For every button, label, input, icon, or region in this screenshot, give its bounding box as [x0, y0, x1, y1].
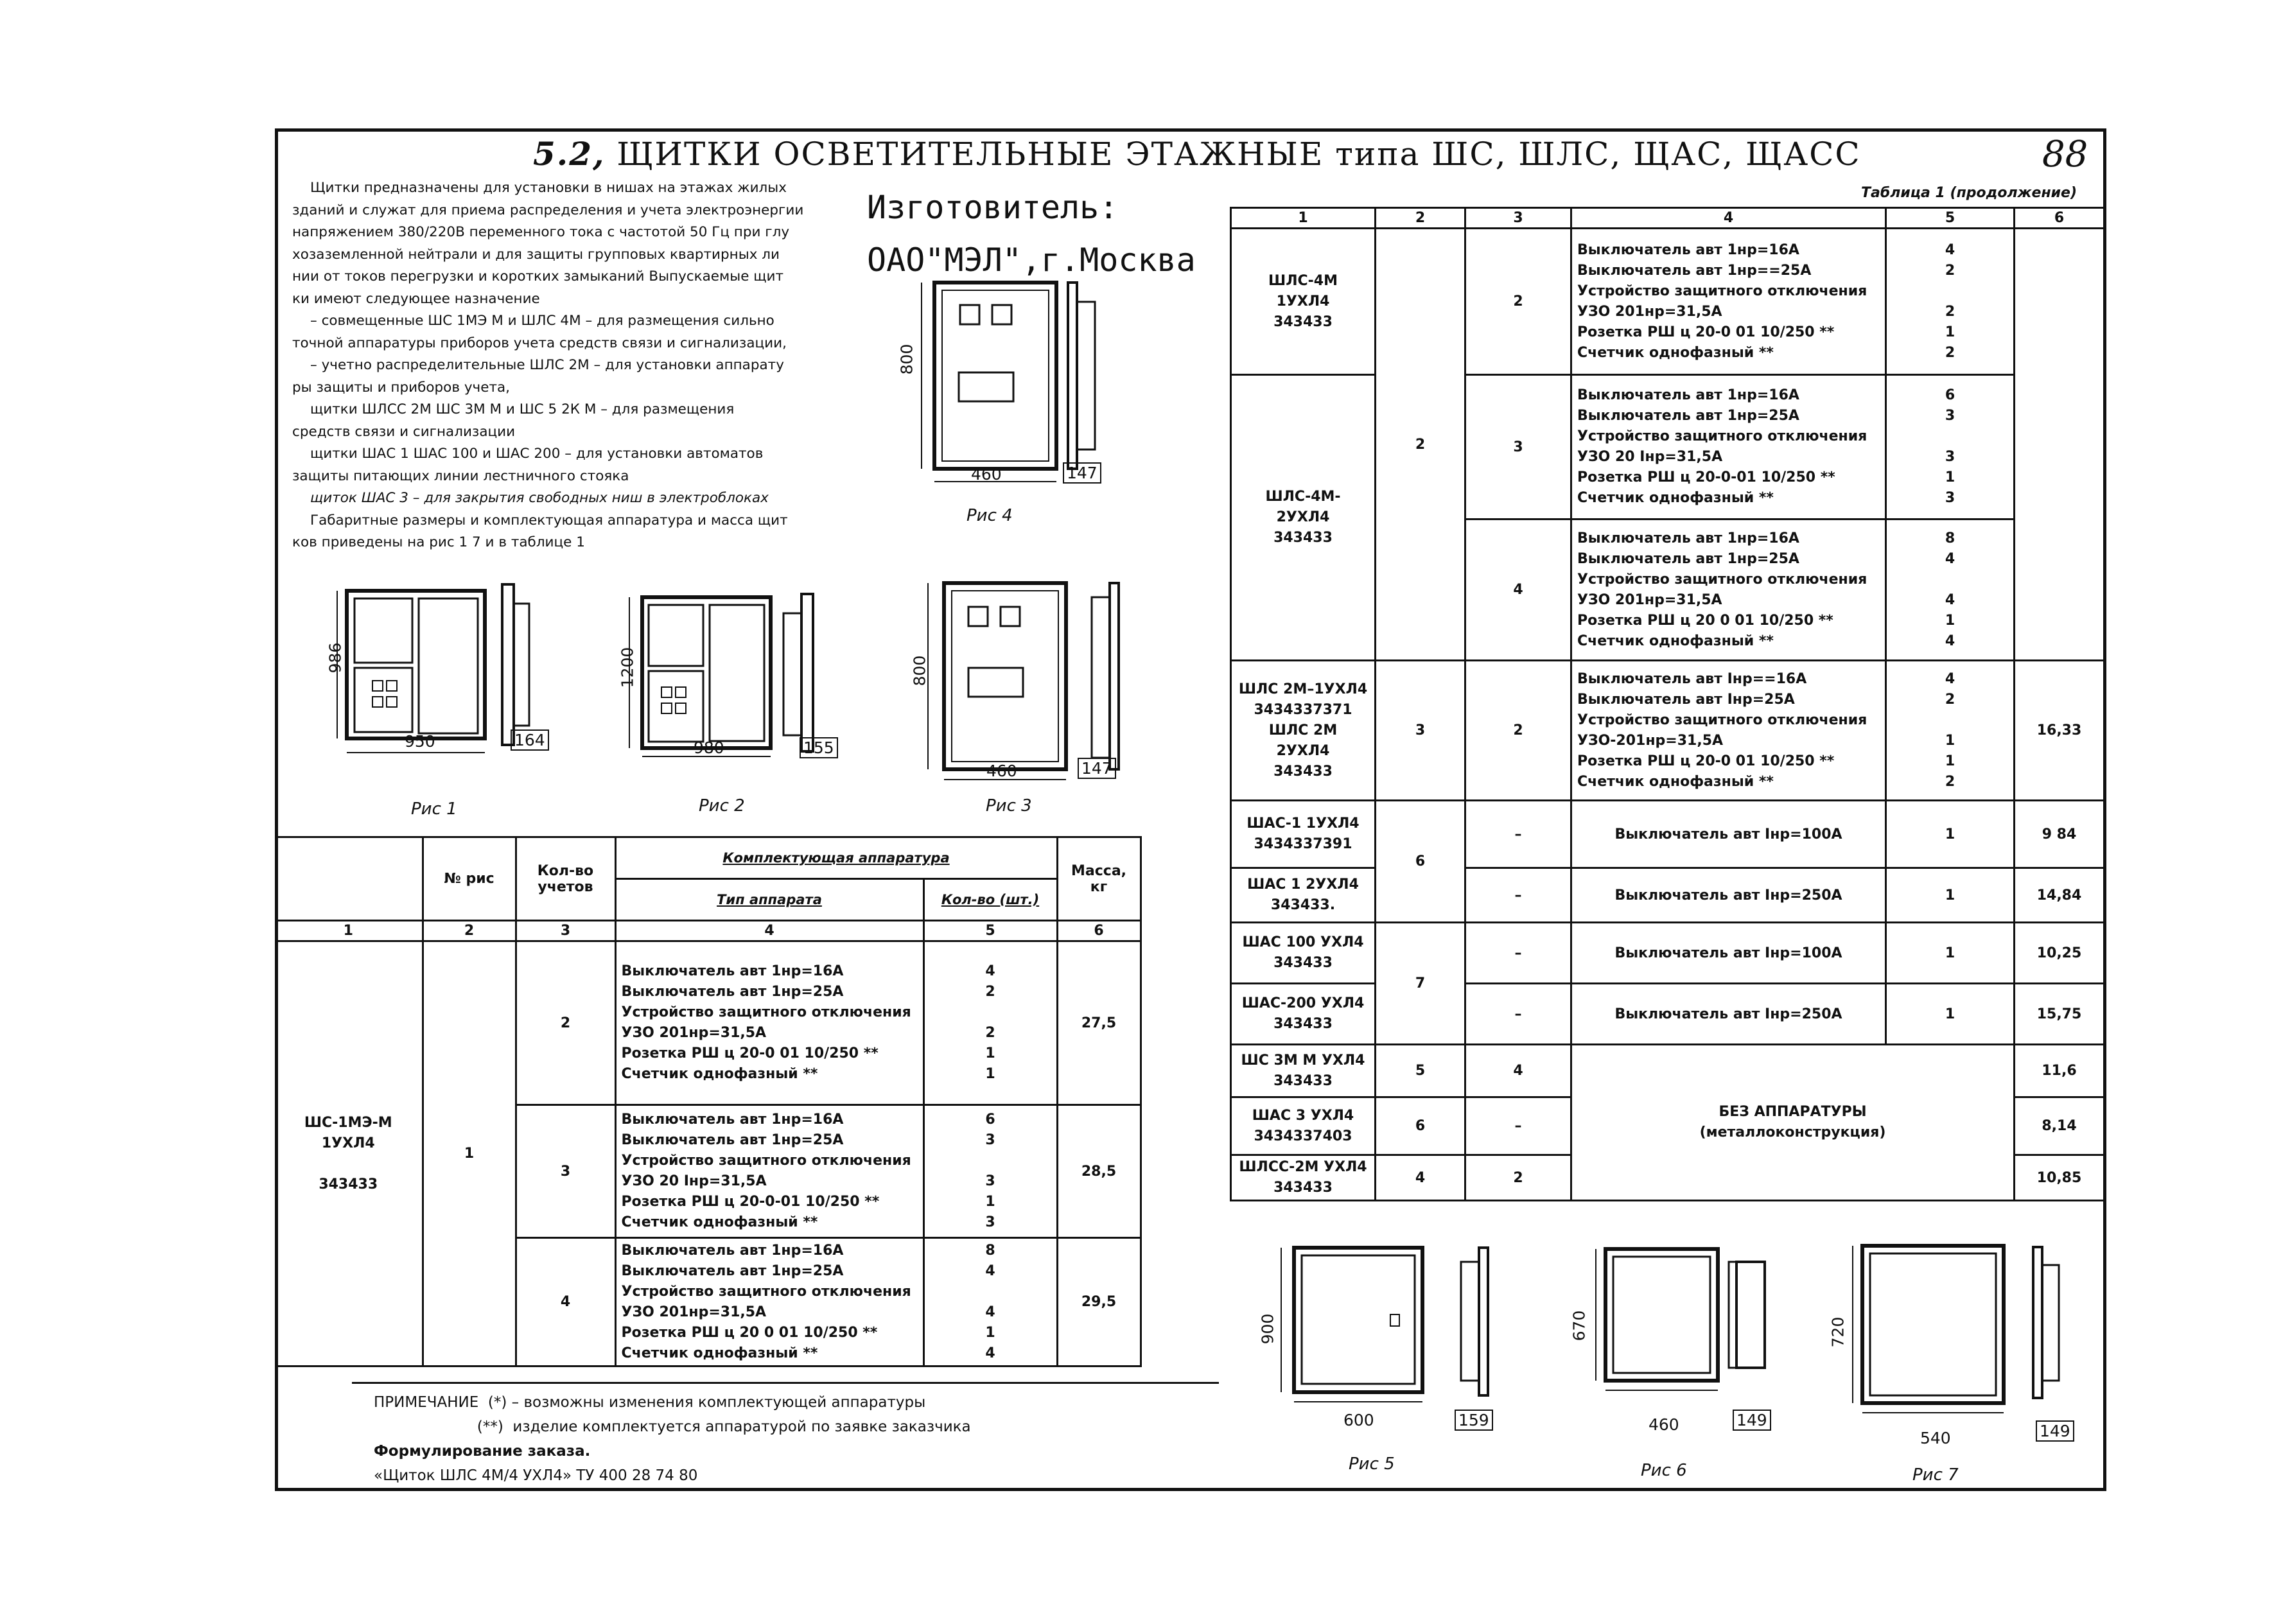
table-row: [1231, 923, 2104, 984]
fig3-caption: Рис 3: [986, 796, 1032, 816]
figure-4-drawing: [896, 276, 1127, 494]
fig7-caption: Рис 7: [1912, 1465, 1959, 1485]
mass-cell: 16,33: [2015, 661, 2104, 801]
items-cell: Выключатель авт Iнр=100А: [1571, 801, 1886, 868]
th-fig-num: № рис: [423, 837, 516, 921]
mass-cell: 9 84: [2015, 801, 2104, 868]
fig-num: 1: [423, 941, 516, 1366]
count-cell: –: [1465, 868, 1571, 923]
fig3-width: 460: [986, 762, 1017, 780]
colnum: 4: [1571, 208, 1886, 229]
colnum: 1: [1231, 208, 1376, 229]
fig1-caption: Рис 1: [411, 799, 457, 819]
items-cell: Выключатель авт Iнр=250А: [1571, 984, 1886, 1045]
intro-line: ки имеют следующее назначение: [292, 290, 540, 307]
page-title: [533, 135, 1861, 173]
count-cell: 4: [1465, 1045, 1571, 1097]
colnum: 3: [516, 921, 615, 941]
fig6-depth: 149: [1733, 1410, 1771, 1431]
order-example: «Щиток ШЛС 4М/4 УХЛ4» ТУ 400 28 74 80: [374, 1467, 698, 1484]
fig1-height: 986: [326, 642, 345, 674]
product-name: ШАС 3 УХЛ4 3434337403: [1231, 1097, 1376, 1155]
manufacturer: [867, 181, 1196, 286]
fig5-depth: 159: [1455, 1410, 1493, 1431]
table-row: [1231, 661, 2104, 801]
fig3-height: 800: [910, 655, 929, 686]
fig7-depth: 149: [2036, 1420, 2074, 1442]
table-row: [1231, 868, 2104, 923]
intro-line: Щитки предназначены для установки в нишах на этажах жилых: [310, 180, 787, 196]
intro-line: напряжением 380/220В переменного тока с частотой 50 Гц при глу: [292, 224, 790, 240]
fig5-height: 900: [1258, 1313, 1277, 1345]
product-name: ШС 3М М УХЛ4 343433: [1231, 1045, 1376, 1097]
items-cell: Выключатель авт 1нр=16А Выключатель авт 1нр=25А Устройство защитного отключения УЗО 201нр=31,5А Розетка РШ ц 20 0 01 10/250 ** Счетчик однофазный **: [615, 1238, 923, 1366]
table-caption: Таблица 1 (продолжение): [1861, 185, 2077, 201]
items-cell: Выключатель авт Iнр==16А Выключатель авт Iнр=25А Устройство защитного отключения УЗО-201нр=31,5А Розетка РШ ц 20-0 01 10/250 ** Счетчик однофазный **: [1571, 661, 1886, 801]
intro-line: ры защиты и приборов учета,: [292, 379, 511, 396]
fig4-width: 460: [971, 465, 1002, 484]
product-name: ШАС-1 1УХЛ4 3434337391: [1231, 801, 1376, 868]
colnum: 2: [1376, 208, 1465, 229]
table-row: [275, 941, 1141, 1105]
product-name: ШАС 1 2УХЛ4 343433.: [1231, 868, 1376, 923]
items-cell: Выключатель авт 1нр=16А Выключатель авт 1нр==25А Устройство защитного отключения УЗО 201нр=31,5А Розетка РШ ц 20-0 01 10/250 ** Счетчик однофазный **: [1571, 229, 1886, 375]
intro-line: – совмещенные ШС 1МЭ М и ШЛС 4М – для размещения сильно: [310, 313, 774, 329]
fig2-depth: 155: [800, 737, 838, 758]
colnum: 5: [923, 921, 1057, 941]
intro-line: защиты питающих линии лестничного стояка: [292, 467, 629, 484]
notes: [374, 1390, 971, 1488]
th-qty: Кол-во (шт.): [923, 879, 1057, 921]
qty-cell: 1: [1886, 801, 2015, 868]
product-name: ШАС 100 УХЛ4 343433: [1231, 923, 1376, 984]
fig6-caption: Рис 6: [1641, 1461, 1687, 1480]
count-cell: 3: [1465, 375, 1571, 520]
qty-cell: 4 2 2 1 2: [1886, 229, 2015, 375]
count-cell: 4: [1465, 520, 1571, 661]
fig5-caption: Рис 5: [1349, 1454, 1395, 1474]
manufacturer-name: ОАО"МЭЛ",г.Москва: [867, 241, 1196, 279]
mass-cell: 10,85: [2015, 1155, 2104, 1201]
mass-cell: [2015, 229, 2104, 661]
product-name: ШЛС-4М- 2УХЛ4 343433: [1231, 375, 1376, 661]
items-cell: Выключатель авт Iнр=100А: [1571, 923, 1886, 984]
product-name: ШЛСС-2М УХЛ4 343433: [1231, 1155, 1376, 1201]
order-heading: Формулирование заказа.: [374, 1443, 591, 1460]
th-name: [275, 837, 423, 921]
mass-cell: 11,6: [2015, 1045, 2104, 1097]
fig2-caption: Рис 2: [699, 796, 745, 816]
th-count: Кол-во учетов: [516, 837, 615, 921]
th-type: Тип аппарата: [615, 879, 923, 921]
qty-cell: 4 2 1 1 2: [1886, 661, 2015, 801]
intro-line: точной аппаратуры приборов учета средств связи и сигнализации,: [292, 335, 787, 351]
fig4-depth: 147: [1063, 462, 1101, 484]
right-table: [1230, 207, 2105, 1201]
fig7-width: 540: [1920, 1429, 1951, 1447]
items-cell: Выключатель авт 1нр=16А Выключатель авт 1нр=25А Устройство защитного отключения УЗО 201нр=31,5А Розетка РШ ц 20 0 01 10/250 ** Счетчик однофазный **: [1571, 520, 1886, 661]
left-table: [275, 836, 1142, 1367]
fig1-width: 950: [405, 732, 435, 751]
page-number: 88: [2042, 134, 2088, 175]
count-cell: 2: [516, 941, 615, 1105]
mass-cell: 28,5: [1057, 1105, 1141, 1238]
qty-cell: 4 2 2 1 1: [923, 941, 1057, 1105]
product-name: ШАС-200 УХЛ4 343433: [1231, 984, 1376, 1045]
mass-cell: 27,5: [1057, 941, 1141, 1105]
intro-line: ков приведены на рис 1 7 и в таблице 1: [292, 534, 585, 550]
fig6-height: 670: [1570, 1310, 1589, 1341]
qty-cell: 8 4 4 1 4: [923, 1238, 1057, 1366]
qty-cell: 1: [1886, 923, 2015, 984]
colnum: 4: [615, 921, 923, 941]
count-cell: 2: [1465, 661, 1571, 801]
colnum: 6: [2015, 208, 2104, 229]
table-row: [1231, 984, 2104, 1045]
qty-cell: 6 3 3 1 3: [923, 1105, 1057, 1238]
intro-text: [292, 177, 803, 554]
mass-cell: 10,25: [2015, 923, 2104, 984]
colnum: 1: [275, 921, 423, 941]
section-number: 5.2,: [533, 135, 606, 173]
mass-cell: 8,14: [2015, 1097, 2104, 1155]
colnum: 3: [1465, 208, 1571, 229]
intro-line: – учетно распределительные ШЛС 2М – для установки аппарату: [310, 357, 784, 373]
notes-divider: [352, 1382, 1219, 1384]
fig6-width: 460: [1649, 1415, 1679, 1434]
th-mass: Масса, кг: [1057, 837, 1141, 921]
product-name: ШС-1МЭ-М 1УХЛ4 343433: [275, 941, 423, 1366]
items-cell: Выключатель авт 1нр=16А Выключатель авт 1нр=25А Устройство защитного отключения УЗО 20 Iнр=31,5А Розетка РШ ц 20-0-01 10/250 ** Счетчик однофазный **: [1571, 375, 1886, 520]
table-row: [1231, 375, 2104, 520]
fig-num: 7: [1376, 923, 1465, 1045]
fig7-height: 720: [1828, 1316, 1848, 1348]
colnum: 6: [1057, 921, 1141, 941]
intro-line: нии от токов перегрузки и коротких замыканий Выпускаемые щит: [292, 268, 784, 284]
intro-line: хозаземленной нейтрали и для защиты групповых квартирных ли: [292, 246, 780, 263]
colnum: 2: [423, 921, 516, 941]
fig3-depth: 147: [1078, 758, 1116, 779]
fig5-width: 600: [1343, 1411, 1374, 1429]
colnum: 5: [1886, 208, 2015, 229]
intro-line: щиток ШАС 3 – для закрытия свободных ниш в электроблоках: [310, 490, 769, 506]
mass-cell: 29,5: [1057, 1238, 1141, 1366]
fig4-height: 800: [897, 344, 916, 375]
fig2-height: 1200: [618, 647, 637, 688]
product-name: ШЛС 2М–1УХЛ4 3434337371 ШЛС 2М 2УХЛ4 343433: [1231, 661, 1376, 801]
note-line-1: ПРИМЕЧАНИЕ (*) – возможны изменения комплектующей аппаратуры: [374, 1394, 926, 1411]
qty-cell: 6 3 3 1 3: [1886, 375, 2015, 520]
fig2-width: 980: [694, 738, 724, 757]
count-cell: –: [1465, 923, 1571, 984]
count-cell: 2: [1465, 1155, 1571, 1201]
fig-num: 2: [1376, 229, 1465, 661]
count-cell: –: [1465, 984, 1571, 1045]
title-text: ЩИТКИ ОСВЕТИТЕЛЬНЫЕ ЭТАЖНЫЕ типа ШС, ШЛС, ЩАС, ЩАСС: [617, 135, 1861, 173]
qty-cell: 1: [1886, 984, 2015, 1045]
fig-num: 6: [1376, 801, 1465, 923]
table-row: [1231, 229, 2104, 375]
mass-cell: 15,75: [2015, 984, 2104, 1045]
count-cell: 3: [516, 1105, 615, 1238]
count-cell: 2: [1465, 229, 1571, 375]
qty-cell: 8 4 4 1 4: [1886, 520, 2015, 661]
table-row: [1231, 1045, 2104, 1097]
items-cell: Выключатель авт 1нр=16А Выключатель авт 1нр=25А Устройство защитного отключения УЗО 201нр=31,5А Розетка РШ ц 20-0 01 10/250 ** Счетчик однофазный **: [615, 941, 923, 1105]
count-cell: 4: [516, 1238, 615, 1366]
intro-line: зданий и служат для приема распределения и учета электроэнергии: [292, 202, 804, 218]
intro-line: щитки ШЛСС 2М ШС 3М М и ШС 5 2К М – для размещения: [310, 401, 735, 417]
mass-cell: 14,84: [2015, 868, 2104, 923]
product-name: ШЛС-4М 1УХЛ4 343433: [1231, 229, 1376, 375]
count-cell: –: [1465, 801, 1571, 868]
qty-cell: 1: [1886, 868, 2015, 923]
no-equipment-cell: БЕЗ АППАРАТУРЫ (металлоконструкция): [1571, 1045, 2015, 1201]
fig-num: 3: [1376, 661, 1465, 801]
table-row: [1231, 801, 2104, 868]
fig-num: 6: [1376, 1097, 1465, 1155]
intro-line: средств связи и сигнализации: [292, 423, 516, 440]
fig-num: 5: [1376, 1045, 1465, 1097]
th-complect: Комплектующая аппаратура: [615, 837, 1057, 879]
intro-line: Габаритные размеры и комплектующая аппаратура и масса щит: [310, 512, 788, 528]
items-cell: Выключатель авт Iнр=250А: [1571, 868, 1886, 923]
fig-num: 4: [1376, 1155, 1465, 1201]
note-line-2: (**) изделие комплектуется аппаратурой по заявке заказчика: [374, 1419, 971, 1435]
intro-line: щитки ШАС 1 ШАС 100 и ШАС 200 – для установки автоматов: [310, 446, 764, 462]
fig1-depth: 164: [511, 729, 549, 751]
count-cell: –: [1465, 1097, 1571, 1155]
manufacturer-label: Изготовитель:: [867, 189, 1119, 226]
fig4-caption: Рис 4: [966, 506, 1013, 525]
items-cell: Выключатель авт 1нр=16А Выключатель авт 1нр=25А Устройство защитного отключения УЗО 20 Iнр=31,5А Розетка РШ ц 20-0-01 10/250 ** Счетчик однофазный **: [615, 1105, 923, 1238]
